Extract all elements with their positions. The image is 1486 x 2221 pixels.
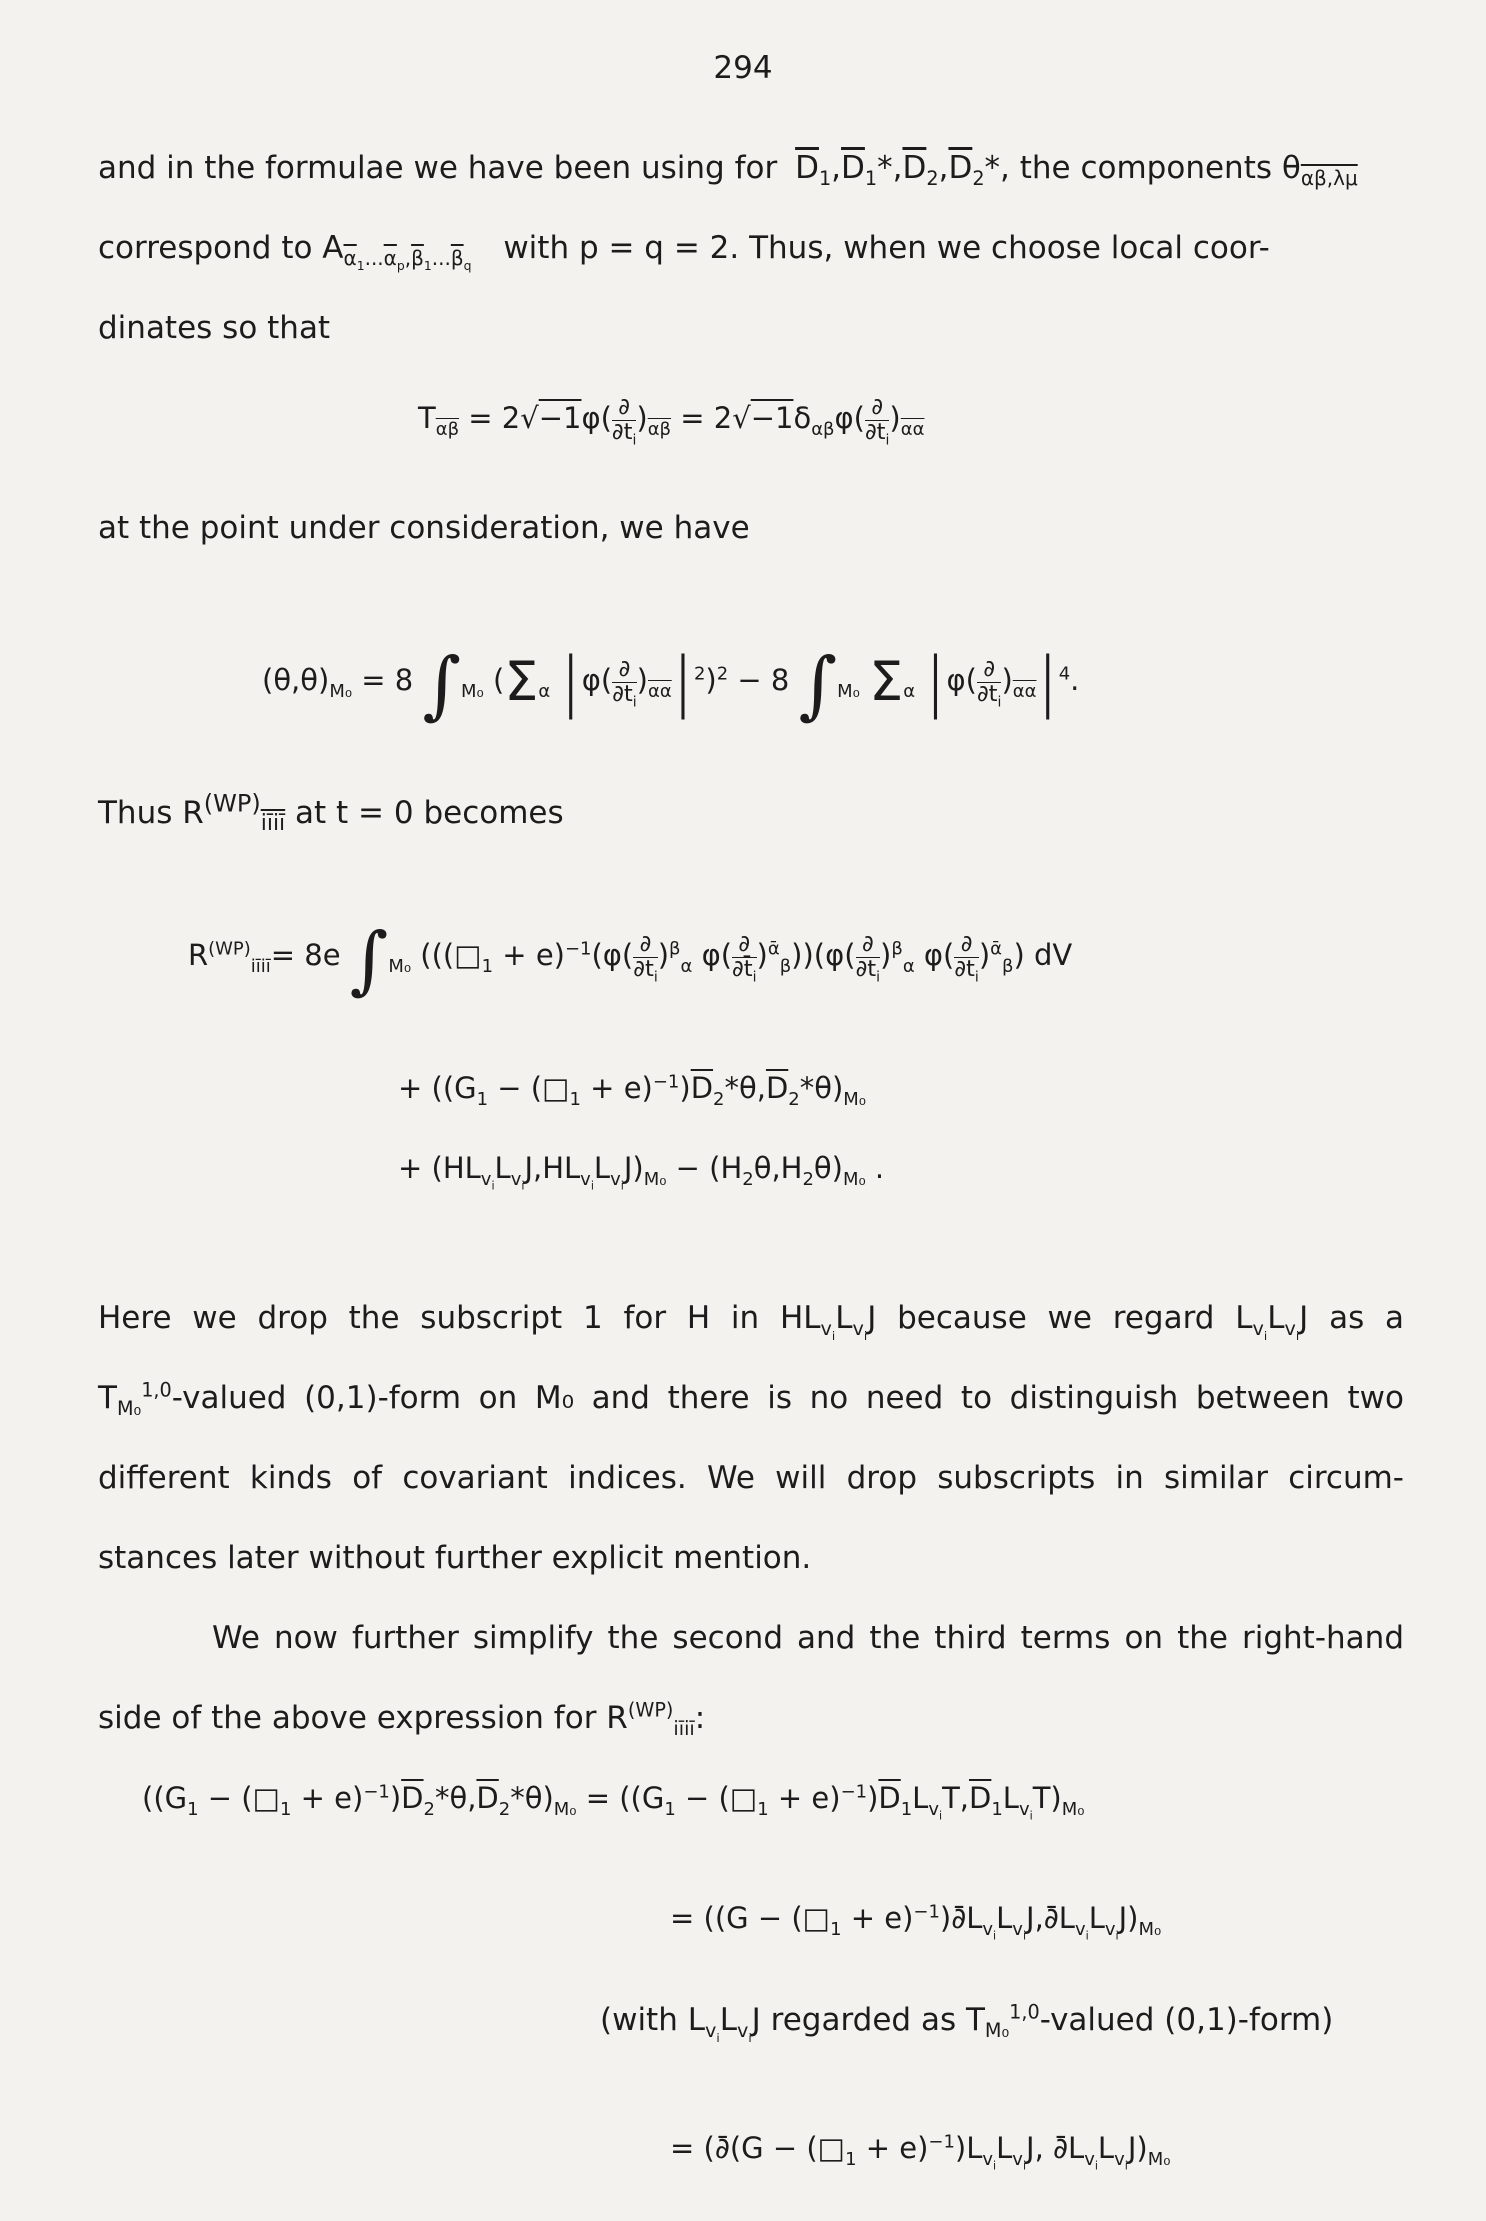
equation-1: $T_{\overline{\alpha\beta}} = 2√-1\varphi$( $\frac{\partial}{\partial t_i}$ )$_{\overline{\alpha\beta}} = 2√-1\delta_{\alpha\beta}\varphi$( $\frac{\partial}{\partial t_i}$ )$_{\overline{\alpha\alpha}}$ xyxy=(418,393,925,449)
page-number: 294 xyxy=(713,50,773,86)
text-line-2: correspond to $A_{\overline{\alpha}_1...\overline{\alpha}_p,\overline{\beta}_1...\overline{\beta}_q}$ with p = q = 2. Thus, when we choose local coor- xyxy=(98,230,1270,274)
text-line-2-end: with p = q = 2. Thus, when we choose local coor- xyxy=(503,230,1270,266)
equation-2: $(\theta,\theta)_{M_0} = 8$ $\int_{M_0}$ ($\Sigma_\alpha$ |φ( $\frac{\partial}{\partial t_i}$ )$_{\overline{\alpha\alpha}}|^2)^2 - 8$ $\int_{M_0}$ $\Sigma_\alpha$ |φ( $\frac{\partial}{\partial t_i}$ )$_{\overline{\alpha\alpha}}|^4$. xyxy=(262,642,1080,728)
paragraph-line-4: stances later without further explicit mention. xyxy=(98,1540,812,1576)
equation-3-line-1: $R^{(WP)}_{iīiī}= 8e$ $\int_{M_0}$ (($(□_1 + e)^{-1}(\varphi$( $\frac{\partial}{\partial t_i}$ )$^\beta_\alpha$ φ( $\frac{\partial}{\partial t̄_i}$ )$^ᾱ_\beta$))(φ( $\frac{\partial}{\partial t_i}$ )$^\beta_\alpha$ φ( $\frac{\partial}{\partial t_i}$ )$^ᾱ_\beta$) dV xyxy=(188,917,1073,1003)
equation-3-line-3: + $(HL_{v_i}L_{v_i}J,HL_{v_i}L_{v_i}J)_{M_0} - (H_2\theta,H_2\theta)_{M_0}$ . xyxy=(398,1151,885,1193)
paragraph-line-1: Here we drop the subscript 1 for H in $HL_{v_i}L_{v_i}J$ because we regard $L_{v_i}L_{v_i}J$ as a xyxy=(98,1300,1404,1344)
equation-7: = (∂̄(G − $(□_1 + e)^{-1})L_{v_i}L_{v_i}J$, $\partial̄L_{v_i}L_{v_i}J)_{M_0}$ xyxy=(670,2131,1171,2173)
equation-3-line-2: + (($G_1$ − $(□_1 + e)^{-1})\overline{D}_2*\theta,\overline{D}_2*\theta)_{M_0}$ xyxy=(398,1071,866,1110)
text-line-1-start: and in the formulae we have been using for xyxy=(98,150,778,186)
text-line-1-end: the components θ xyxy=(1019,150,1301,186)
paragraph-line-5: We now further simplify the second and the third terms on the right-hand xyxy=(212,1620,1404,1656)
equation-5: = (($G - (□_1$ + $e)^{-1})\partial̄L_{v_i}L_{v_i}J,\partial̄L_{v_i}L_{v_i}J)_{M_0}$ xyxy=(670,1901,1162,1943)
text-line-3: dinates so that xyxy=(98,310,331,346)
text-line-5: Thus $R^{(WP)}_{iīiī}$ at t = 0 becomes xyxy=(98,789,564,837)
paragraph-line-6: side of the above expression for $R^{(WP)}_{iīiī}$: xyxy=(98,1698,706,1741)
paragraph-line-2: $T_{M_0}^{1,0}$-valued (0,1)-form on M₀ and there is no need to distinguish between two xyxy=(98,1378,1404,1421)
operators-d-bar: $\overline{D}_1,\overline{D}_1*,\overline{D}_2,\overline{D}_2*$, xyxy=(795,150,1020,191)
text-line-2-start: correspond to A xyxy=(98,230,344,266)
paragraph-line-3: different kinds of covariant indices. We will drop subscripts in similar circum- xyxy=(98,1460,1404,1496)
equation-4: (($G_1$ − $(□_1 + e)^{-1})\overline{D}_2*\theta,\overline{D}_2*\theta)_{M_0} = ((G_1$ − $(□_1 + e)^{-1})\overline{D}_1L_{v_i}T,\overline{D}_1L_{v_i}T)_{M_0}$ xyxy=(142,1781,1085,1823)
text-line-1: and in the formulae we have been using for $\overline{D}_1,\overline{D}_1*,\overline{D}_2,\overline{D}_2*$, the components $\theta_{\alpha\beta,\lambda\mu}$ xyxy=(98,150,1358,191)
text-line-4: at the point under consideration, we have xyxy=(98,510,750,546)
equation-6-remark: (with $L_{v_i}L_{v_i}J$ regarded as $T_{M_0}^{1,0}$-valued (0,1)-form) xyxy=(600,2000,1334,2046)
